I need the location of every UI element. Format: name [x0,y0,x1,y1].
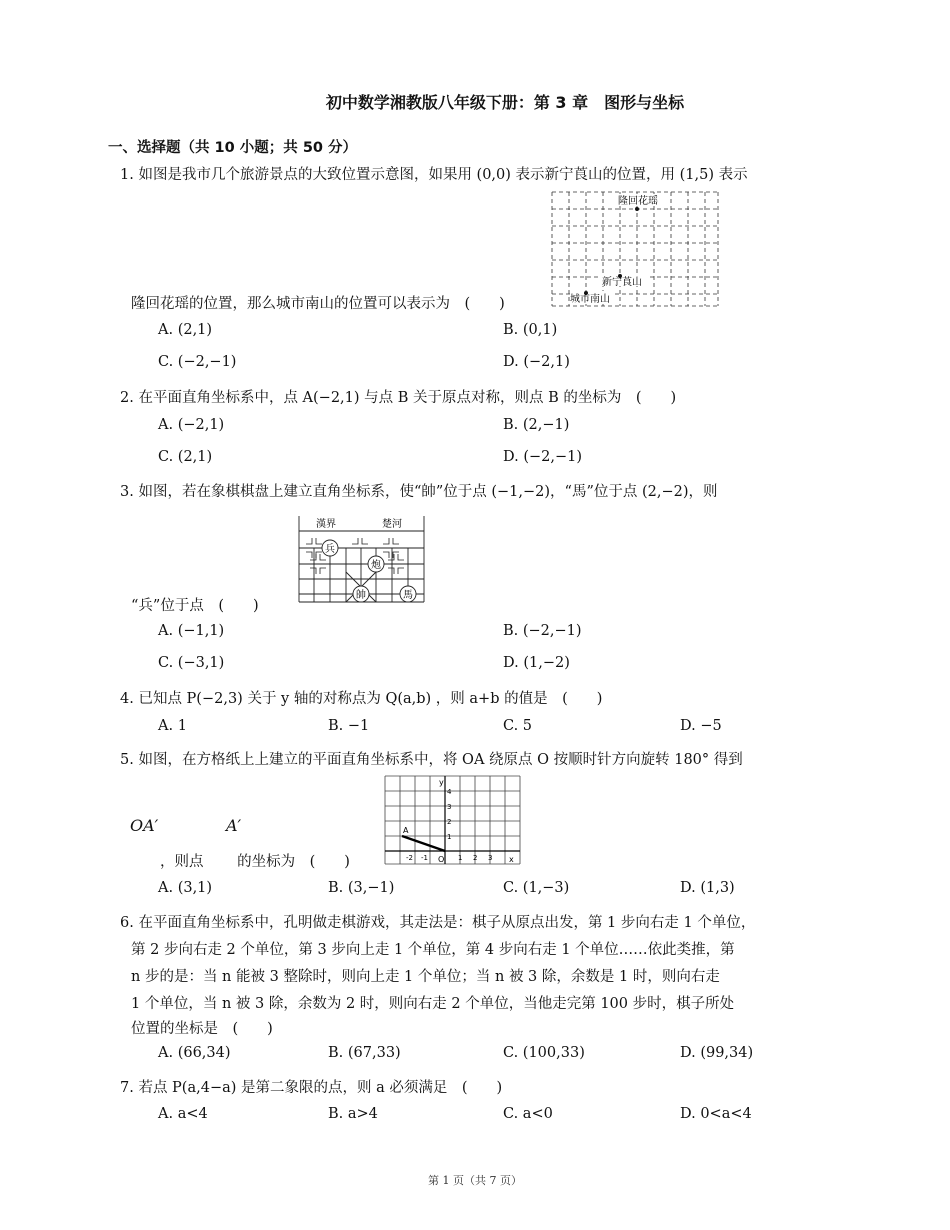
q5-option-c[interactable]: C. (1,−3) [503,880,570,896]
question-5-text: 5. 如图，在方格纸上上建立的平面直角坐标系中，将 OA 绕原点 O 按顺时针方向旋转 180° 得到 [120,752,743,768]
q6-option-c[interactable]: C. (100,33) [503,1045,585,1061]
q3-chessboard-figure [296,514,430,606]
q5-ytick-1: 1 [447,833,452,841]
q1-option-a[interactable]: A. (2,1) [158,322,213,338]
q5-xtick-2: 2 [473,854,478,862]
q2-option-c[interactable]: C. (2,1) [158,449,213,465]
q5-a-prime: A′ [226,816,242,835]
q4-option-d[interactable]: D. −5 [680,718,722,734]
question-5-text-cont: ，则点 的坐标为 ( ) [160,854,350,870]
q3-label-shuai: 帥 [356,590,366,601]
q2-option-a[interactable]: A. (−2,1) [158,417,225,433]
q3-option-c[interactable]: C. (−3,1) [158,655,225,671]
q5-segment-oa [402,836,445,851]
q1-label-longhui: 隆回花瑶 [618,196,658,207]
q1-option-c[interactable]: C. (−2,−1) [158,354,237,370]
q7-option-a[interactable]: A. a<4 [158,1106,208,1122]
question-7-text: 7. 若点 P(a,4−a) 是第二象限的点，则 a 必须满足 ( ) [120,1080,503,1096]
q2-option-b[interactable]: B. (2,−1) [503,417,570,433]
q3-label-ma: 馬 [403,590,413,601]
q3-label-hanjie: 漢界 [316,519,336,530]
question-3-text: 3. 如图，若在象棋棋盘上建立直角坐标系，使“帥”位于点 (−1,−2)，“馬”位于点 (2,−2)，则 [120,484,718,500]
question-6-line-5: 位置的坐标是 ( ) [131,1021,273,1037]
q7-option-d[interactable]: D. 0<a<4 [680,1106,752,1122]
q3-label-pao: 炮 [371,560,381,571]
q5-oa-prime: OA′ [130,816,159,835]
q5-option-b[interactable]: B. (3,−1) [328,880,395,896]
q4-option-b[interactable]: B. −1 [328,718,370,734]
q6-option-d[interactable]: D. (99,34) [680,1045,754,1061]
q5-ytick-2: 2 [447,818,452,826]
q5-ytick-3: 3 [447,803,452,811]
q5-ytick-4: 4 [447,788,452,796]
question-2-text: 2. 在平面直角坐标系中，点 A(−2,1) 与点 B 关于原点对称，则点 B 的坐标为 ( ) [120,390,677,406]
q5-xtick-1: 1 [458,854,463,862]
q1-map-figure [550,190,722,310]
q1-option-d[interactable]: D. (−2,1) [503,354,570,370]
q1-label-xinning: 新宁莨山 [602,277,642,288]
q7-option-b[interactable]: B. a>4 [328,1106,378,1122]
q3-label-bing: 兵 [325,544,335,555]
q3-option-a[interactable]: A. (−1,1) [158,623,225,639]
question-6-line-1: 6. 在平面直角坐标系中，孔明做走棋游戏，其走法是：棋子从原点出发，第 1 步向右走 1 个单位， [120,915,756,931]
question-6-line-4: 1 个单位，当 n 被 3 除，余数为 2 时，则向右走 2 个单位，当他走完第 100 步时，棋子所处 [131,996,735,1012]
q6-option-a[interactable]: A. (66,34) [158,1045,231,1061]
q5-label-o: O [438,855,445,864]
question-6-line-3: n 步的是：当 n 能被 3 整除时，则向上走 1 个单位；当 n 被 3 除，余数是 1 时，则向右走 [131,969,720,985]
q5-xtick-m1: -1 [421,854,428,862]
q7-option-c[interactable]: C. a<0 [503,1106,553,1122]
q3-option-d[interactable]: D. (1,−2) [503,655,570,671]
q5-label-y: y [439,778,444,787]
q4-option-c[interactable]: C. 5 [503,718,533,734]
q5-option-a[interactable]: A. (3,1) [158,880,213,896]
q5-xtick-3: 3 [488,854,493,862]
section-heading: 一、选择题（共 10 小题；共 50 分） [108,140,358,156]
question-1-text: 1. 如图是我市几个旅游景点的大致位置示意图，如果用 (0,0) 表示新宁莨山的位置，用 (1,5) 表示 [120,167,748,183]
page-title: 初中数学湘教版八年级下册：第 3 章 图形与坐标 [325,93,685,112]
q5-xtick-m2: -2 [406,854,413,862]
q1-option-b[interactable]: B. (0,1) [503,322,558,338]
q3-label-chuhe: 楚河 [382,519,402,530]
q3-option-b[interactable]: B. (−2,−1) [503,623,582,639]
point-longhui [635,207,639,211]
q1-label-nanshan: 城市南山 [570,294,610,305]
q5-option-d[interactable]: D. (1,3) [680,880,735,896]
q5-label-a: A [403,826,409,835]
question-1-text-cont: 隆回花瑶的位置，那么城市南山的位置可以表示为 ( ) [131,296,505,312]
q4-option-a[interactable]: A. 1 [158,718,187,734]
question-3-text-cont: “兵”位于点 ( ) [131,598,259,614]
question-4-text: 4. 已知点 P(−2,3) 关于 y 轴的对称点为 Q(a,b) ，则 a+b 的值是 ( ) [120,691,603,707]
q6-option-b[interactable]: B. (67,33) [328,1045,401,1061]
question-6-line-2: 第 2 步向右走 2 个单位，第 3 步向上走 1 个单位，第 4 步向右走 1 个单位……依此类推，第 [131,942,735,958]
q5-label-x: x [509,855,514,864]
q2-option-d[interactable]: D. (−2,−1) [503,449,582,465]
q5-grid-figure [382,774,524,866]
page-footer: 第 1 页（共 7 页） [428,1174,522,1187]
